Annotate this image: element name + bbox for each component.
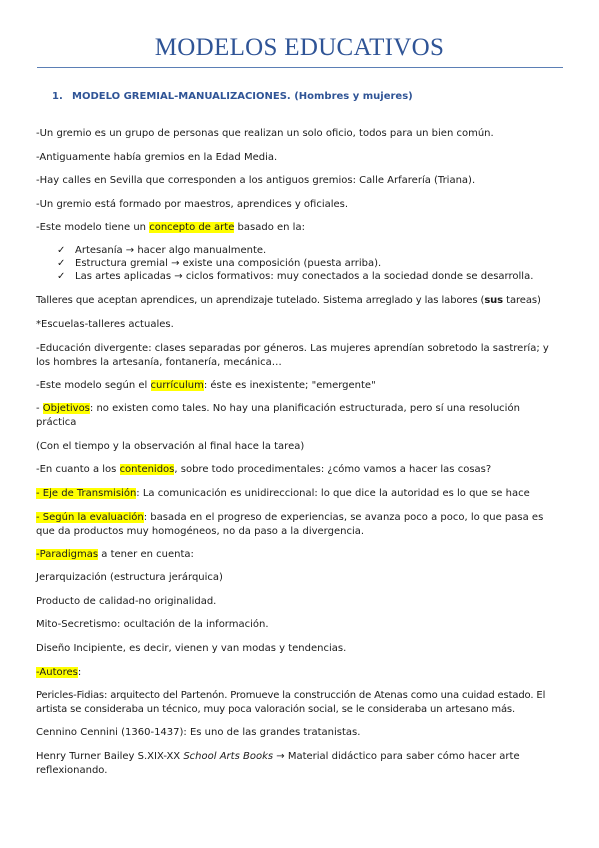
paragraph-diseno-incipiente: Diseño Incipiente, es decir, vienen y van modas y tendencias. — [36, 643, 347, 654]
text: : éste es inexistente; "emergente" — [203, 380, 376, 391]
paragraph-mito-secretismo: Mito-Secretismo: ocultación de la información. — [36, 619, 269, 630]
bold-text: sus — [484, 295, 504, 306]
paragraph-pericles-fidias: Pericles-Fidias: arquitecto del Partenón. Promueve la construcción de Atenas como una cuidad estado. El artista se consideraba un técnico, muy poca valoración social, se le consideraba un artesano más. — [36, 690, 546, 715]
text: Henry Turner Bailey S.XIX-XX — [36, 751, 184, 762]
paragraph-gremio-definicion: -Un gremio es un grupo de personas que realizan un solo oficio, todos para un bien común. — [36, 128, 494, 139]
text: a tener en cuenta: — [98, 549, 194, 560]
paragraph-talleres — [36, 294, 564, 308]
text: : basada en el progreso de experiencias, se avanza poco a poco, lo que pasa es que da productos muy homogéneos, no da paso a la divergencia. — [36, 512, 544, 537]
section-number: 1. — [52, 91, 63, 102]
paragraph-eje-transmision — [36, 487, 564, 501]
text: : La comunicación es unidireccional: lo que dice la autoridad es lo que se hace — [136, 488, 530, 499]
highlight-eje-transmision: - Eje de Transmisión — [36, 488, 137, 499]
paragraph-paradigmas — [36, 548, 564, 562]
section-heading-text: MODELO GREMIAL-MANUALIZACIONES. (Hombres y mujeres) — [72, 91, 413, 102]
paragraph-objetivos — [36, 402, 536, 429]
title-underline — [37, 67, 563, 68]
highlight-objetivos: Objetivos — [42, 403, 90, 414]
highlight-evaluacion: - Según la evaluación — [36, 512, 144, 523]
paragraph-observacion: (Con el tiempo y la observación al final hace la tarea) — [36, 441, 305, 452]
paragraph-contenidos — [36, 463, 564, 477]
paragraph-escuelas-talleres: *Escuelas-talleres actuales. — [36, 319, 174, 330]
text: - — [36, 403, 43, 414]
paragraph-henry-turner-bailey — [36, 750, 546, 777]
paragraph-maestros: -Un gremio está formado por maestros, aprendices y oficiales. — [36, 199, 349, 210]
text: : no existen como tales. No hay una planificación estructurada, pero sí una resolución práctica — [36, 403, 520, 428]
highlight-contenidos: contenidos — [119, 464, 175, 475]
paragraph-autores — [36, 666, 564, 680]
section-heading — [52, 91, 413, 102]
paragraph-sevilla: -Hay calles en Sevilla que corresponden a los antiguos gremios: Calle Arfarería (Triana). — [36, 175, 476, 186]
checkmark-icon: ✓ — [57, 245, 66, 256]
bullet-item: Artesanía → hacer algo manualmente. — [75, 245, 267, 256]
paragraph-concepto-arte — [36, 221, 564, 235]
text: -Este modelo según el — [36, 380, 151, 391]
text: , sobre todo procedimentales: ¿cómo vamos a hacer las cosas? — [174, 464, 492, 475]
highlight-autores: -Autores — [36, 667, 78, 678]
text: basado en la: — [234, 222, 305, 233]
paragraph-curriculum — [36, 379, 564, 393]
bullet-item: Las artes aplicadas → ciclos formativos: muy conectados a la sociedad donde se desarrolla. — [75, 271, 534, 282]
checkmark-icon: ✓ — [57, 258, 66, 269]
highlight-paradigmas: -Paradigmas — [36, 549, 99, 560]
text: Talleres que aceptan aprendices, un aprendizaje tutelado. Sistema arreglado y las labores ( — [36, 295, 485, 306]
text: tareas) — [503, 295, 541, 306]
text: → Material didáctico para saber cómo hacer arte reflexionando. — [36, 751, 520, 776]
paragraph-jerarquizacion: Jerarquización (estructura jerárquica) — [36, 572, 223, 583]
paragraph-educacion-divergente: -Educación divergente: clases separadas por géneros. Las mujeres aprendían sobretodo la sastrería; y los hombres la artesanía, fontanería, mecánica… — [36, 343, 549, 368]
checkmark-icon: ✓ — [57, 271, 66, 282]
highlight-curriculum: currículum — [150, 380, 204, 391]
text: -En cuanto a los — [36, 464, 120, 475]
bullet-item: Estructura gremial → existe una composición (puesta arriba). — [75, 258, 382, 269]
paragraph-producto-calidad: Producto de calidad-no originalidad. — [36, 596, 217, 607]
text: -Este modelo tiene un — [36, 222, 150, 233]
highlight-concepto-arte: concepto de arte — [149, 222, 235, 233]
page-title: MODELOS EDUCATIVOS — [154, 34, 445, 61]
paragraph-edad-media: -Antiguamente había gremios en la Edad Media. — [36, 152, 278, 163]
paragraph-cennino-cennini: Cennino Cennini (1360-1437): Es uno de las grandes tratanistas. — [36, 727, 361, 738]
text: : — [77, 667, 82, 678]
italic-book-title: School Arts Books — [183, 751, 274, 762]
paragraph-evaluacion — [36, 511, 556, 538]
